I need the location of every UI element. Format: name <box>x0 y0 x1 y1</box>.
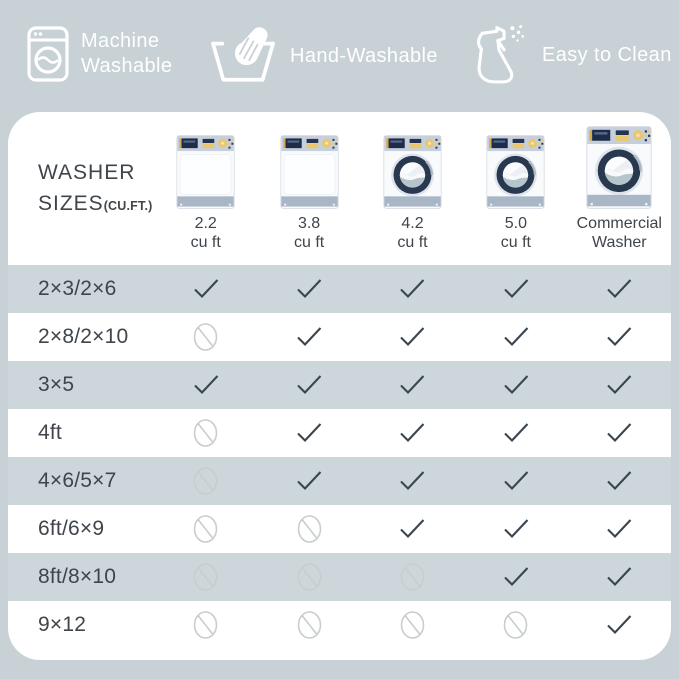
feature-machine-line1: Machine <box>81 30 160 52</box>
column-label: 5.0 cu ft <box>500 214 531 252</box>
cell-washable <box>361 517 464 541</box>
cell-washable <box>568 469 671 493</box>
cell-washable <box>361 373 464 397</box>
check-icon <box>191 373 221 397</box>
not-washable-icon <box>192 418 219 448</box>
not-washable-icon <box>296 610 323 640</box>
cell-washable <box>361 277 464 301</box>
cell-not-washable <box>361 562 464 592</box>
check-icon <box>397 517 427 541</box>
column-header-2-2-cu-ft <box>154 112 257 265</box>
corner-title-line1: WASHER <box>38 161 136 185</box>
check-icon <box>397 373 427 397</box>
washer-icon-front <box>383 135 442 209</box>
hand-wash-icon <box>208 26 278 86</box>
spray-bottle-icon <box>472 24 530 86</box>
check-icon <box>397 277 427 301</box>
column-label: 2.2 cu ft <box>190 214 221 252</box>
table-row <box>8 361 671 409</box>
not-washable-icon <box>192 562 219 592</box>
check-icon <box>604 613 634 637</box>
cell-washable <box>257 421 360 445</box>
table-header-row <box>8 112 671 265</box>
cell-washable <box>361 421 464 445</box>
cell-washable <box>257 373 360 397</box>
not-washable-icon <box>192 610 219 640</box>
washer-size-card <box>8 112 671 660</box>
check-icon <box>294 325 324 349</box>
not-washable-icon <box>399 562 426 592</box>
row-size-label: 2×8/2×10 <box>38 325 129 348</box>
cell-not-washable <box>154 466 257 496</box>
cell-not-washable <box>154 322 257 352</box>
check-icon <box>604 421 634 445</box>
table-row <box>8 601 671 649</box>
column-label: 3.8 cu ft <box>293 214 325 252</box>
row-size-label: 4×6/5×7 <box>38 469 117 492</box>
cell-not-washable <box>154 418 257 448</box>
not-washable-icon <box>502 610 529 640</box>
cell-washable <box>568 517 671 541</box>
cell-not-washable <box>361 610 464 640</box>
washer-icon-front <box>486 135 545 209</box>
not-washable-icon <box>192 514 219 544</box>
table-row <box>8 457 671 505</box>
feature-easy-to-clean <box>472 24 672 86</box>
row-size-label: 6ft/6×9 <box>38 517 105 540</box>
row-size-label: 8ft/8×10 <box>38 565 117 588</box>
not-washable-icon <box>399 610 426 640</box>
table-row <box>8 265 671 313</box>
cell-washable <box>464 517 567 541</box>
cell-washable <box>361 469 464 493</box>
cell-not-washable <box>257 562 360 592</box>
cell-washable <box>464 373 567 397</box>
check-icon <box>397 469 427 493</box>
feature-machine-washable <box>26 26 172 82</box>
cell-washable <box>464 565 567 589</box>
row-size-label: 4ft <box>38 421 62 444</box>
feature-hand-label: Hand-Washable <box>290 44 438 67</box>
washing-machine-icon <box>26 26 70 82</box>
check-icon <box>604 469 634 493</box>
washer-icon-top <box>280 135 339 209</box>
cell-washable <box>568 373 671 397</box>
cell-washable <box>361 325 464 349</box>
feature-hand-washable <box>208 26 438 86</box>
check-icon <box>501 421 531 445</box>
check-icon <box>604 517 634 541</box>
column-label: 4.2 cu ft <box>397 214 428 252</box>
check-icon <box>397 421 427 445</box>
corner-title-suffix: (CU.FT.) <box>103 198 153 213</box>
feature-machine-label <box>81 29 172 79</box>
cell-not-washable <box>154 610 257 640</box>
cell-not-washable <box>154 562 257 592</box>
cell-washable <box>568 565 671 589</box>
not-washable-icon <box>296 562 323 592</box>
check-icon <box>604 373 634 397</box>
cell-washable <box>568 277 671 301</box>
row-size-label: 2×3/2×6 <box>38 277 117 300</box>
table-body <box>8 265 671 649</box>
check-icon <box>501 373 531 397</box>
not-washable-icon <box>296 514 323 544</box>
not-washable-icon <box>192 466 219 496</box>
check-icon <box>501 517 531 541</box>
corner-title-line2: SIZES <box>38 191 104 215</box>
cell-not-washable <box>257 610 360 640</box>
check-icon <box>191 277 221 301</box>
cell-washable <box>154 373 257 397</box>
cell-washable <box>464 469 567 493</box>
cell-washable <box>257 325 360 349</box>
cell-not-washable <box>464 610 567 640</box>
check-icon <box>501 325 531 349</box>
cell-washable <box>257 469 360 493</box>
cell-washable <box>568 613 671 637</box>
column-header-commercial-washer <box>568 112 671 265</box>
table-row <box>8 313 671 361</box>
washer-icon-front-large <box>586 126 652 209</box>
table-row <box>8 409 671 457</box>
row-size-label: 3×5 <box>38 373 75 396</box>
cell-not-washable <box>257 514 360 544</box>
check-icon <box>397 325 427 349</box>
column-header-3-8-cu-ft <box>257 112 360 265</box>
check-icon <box>501 277 531 301</box>
cell-washable <box>257 277 360 301</box>
cell-washable <box>568 325 671 349</box>
cell-washable <box>464 421 567 445</box>
check-icon <box>294 421 324 445</box>
check-icon <box>501 565 531 589</box>
check-icon <box>604 277 634 301</box>
cell-washable <box>154 277 257 301</box>
not-washable-icon <box>192 322 219 352</box>
table-row <box>8 505 671 553</box>
row-size-label: 9×12 <box>38 613 87 636</box>
cell-washable <box>464 325 567 349</box>
check-icon <box>604 325 634 349</box>
check-icon <box>294 373 324 397</box>
table-row <box>8 553 671 601</box>
table-corner-title <box>8 112 154 265</box>
column-label: Commercial Washer <box>576 214 662 252</box>
washer-icon-top <box>176 135 235 209</box>
check-icon <box>294 469 324 493</box>
check-icon <box>604 565 634 589</box>
feature-machine-line2: Washable <box>81 55 173 77</box>
column-header-4-2-cu-ft <box>361 112 464 265</box>
cell-not-washable <box>154 514 257 544</box>
check-icon <box>294 277 324 301</box>
feature-clean-label: Easy to Clean <box>542 43 672 66</box>
cell-washable <box>568 421 671 445</box>
cell-washable <box>464 277 567 301</box>
column-header-5-0-cu-ft <box>464 112 567 265</box>
check-icon <box>501 469 531 493</box>
